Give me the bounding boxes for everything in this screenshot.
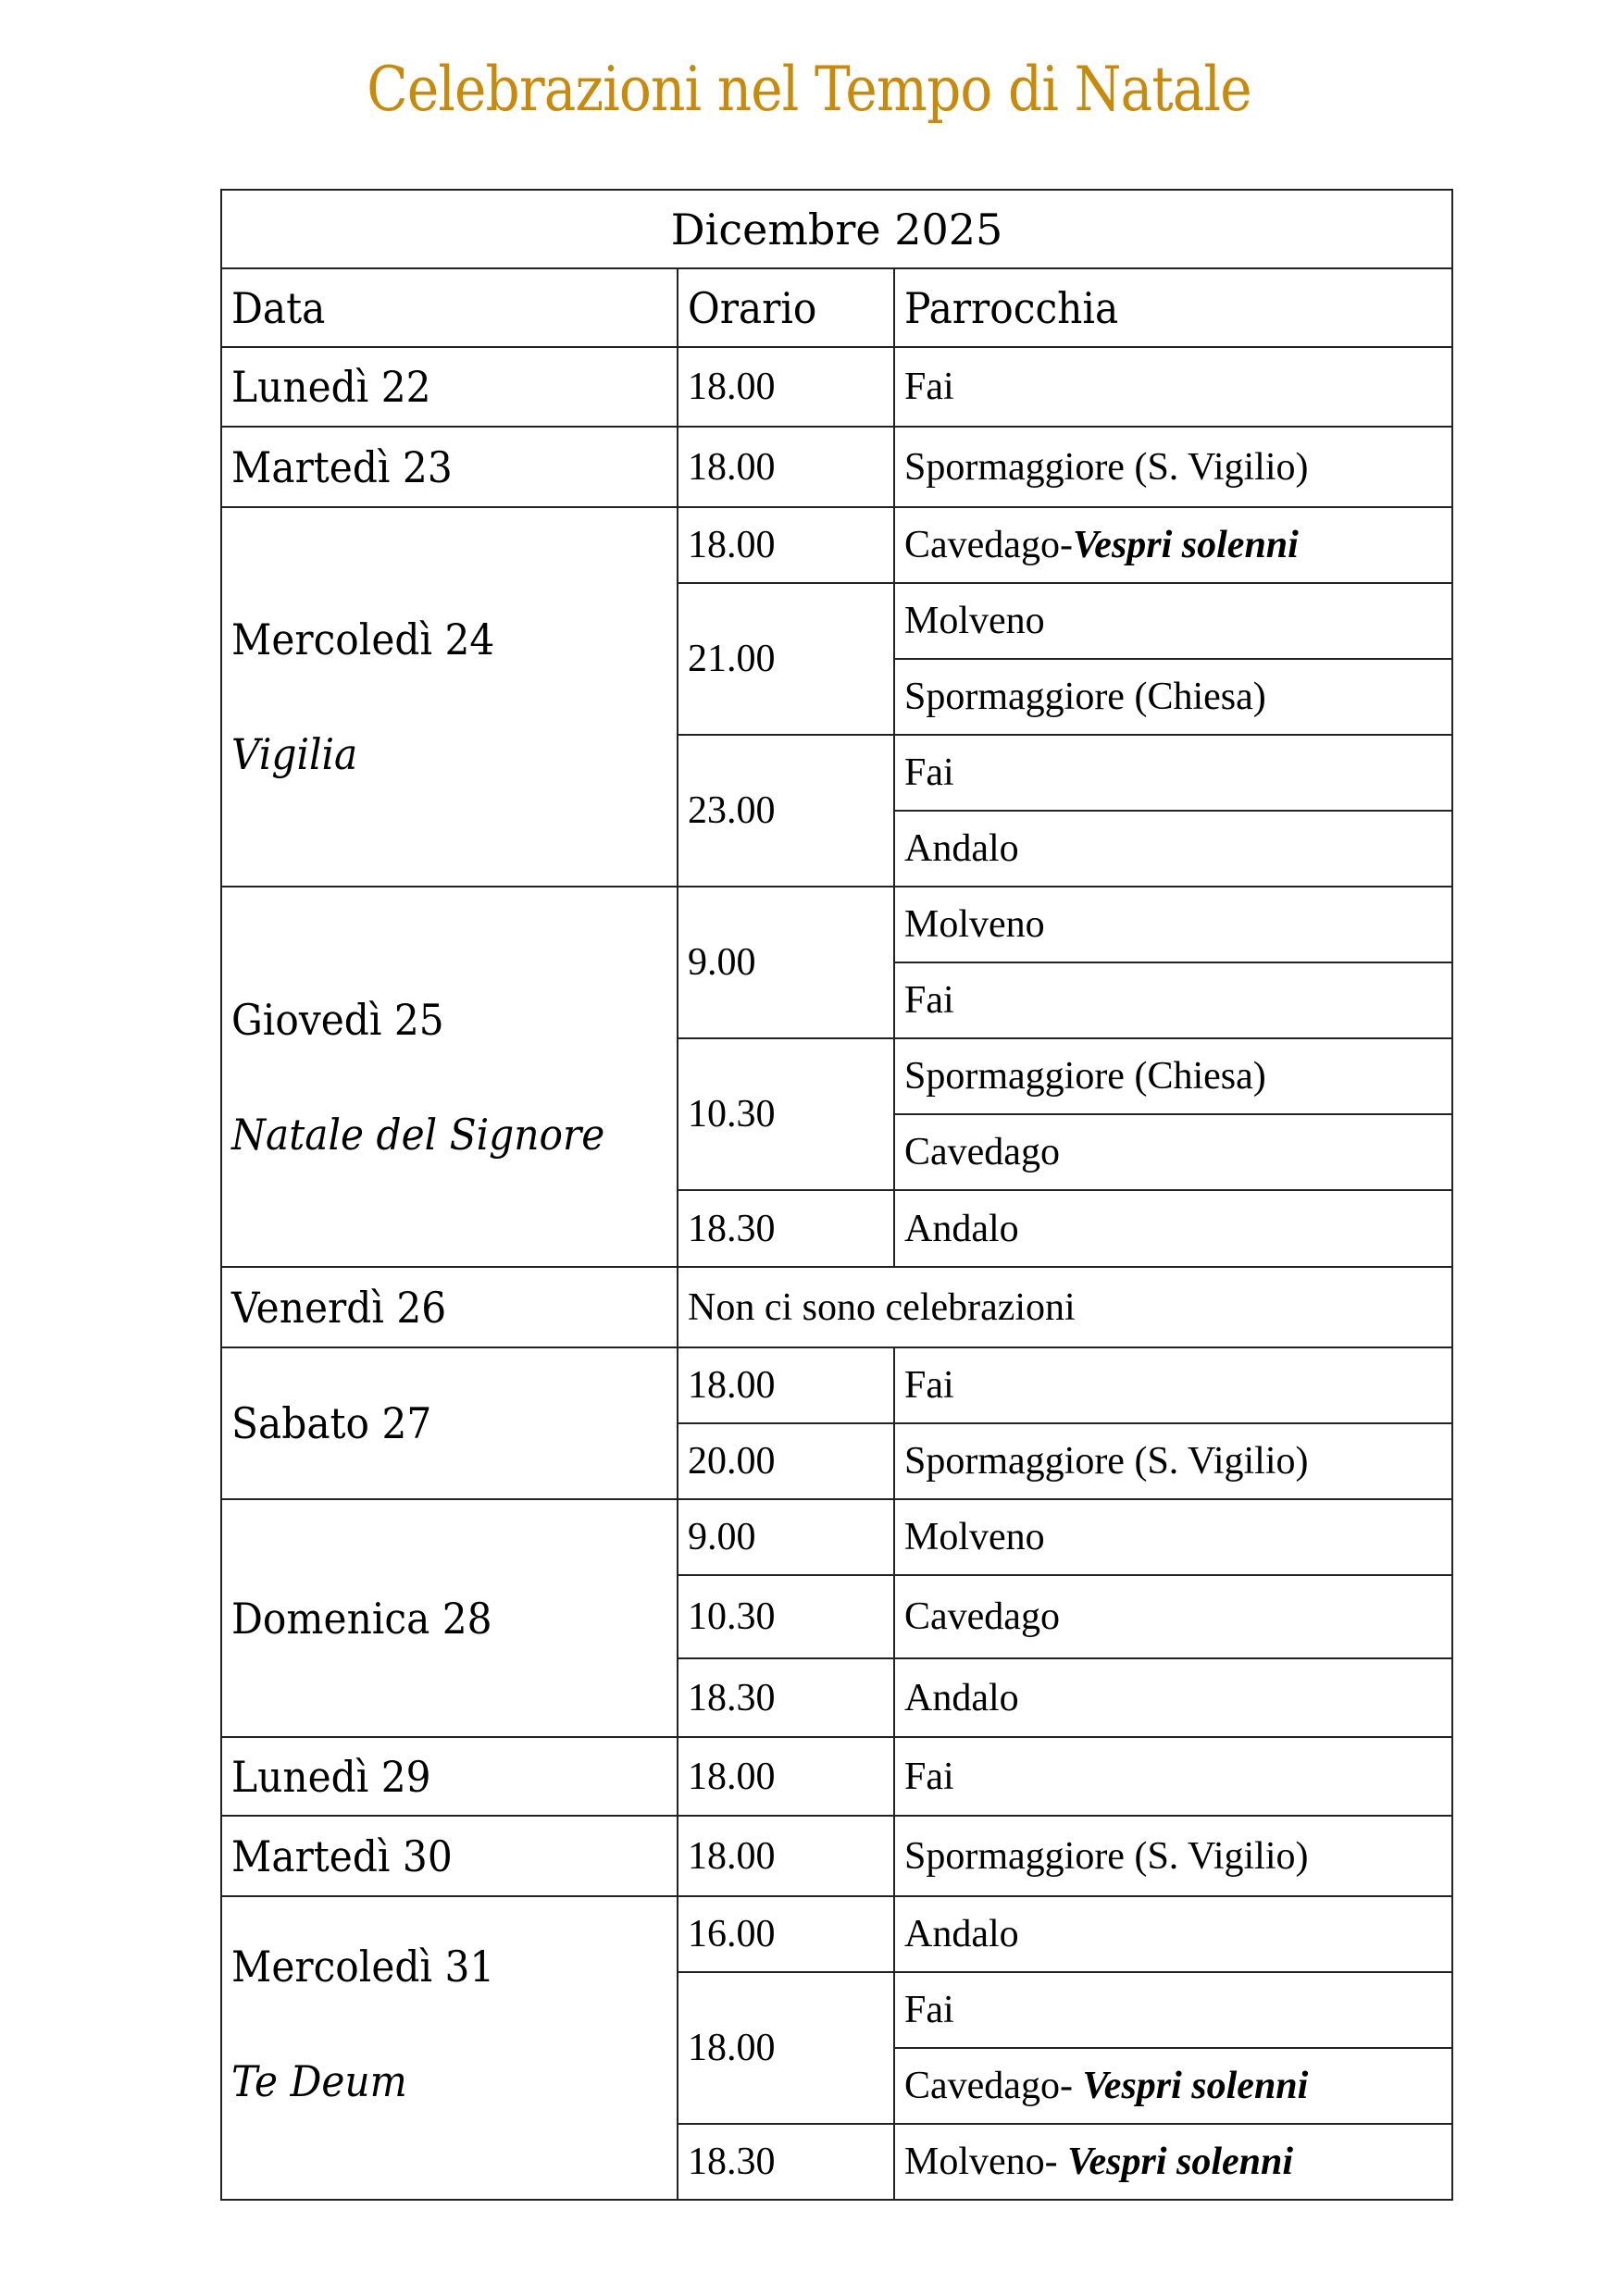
no-celebrations-note: Non ci sono celebrazioni bbox=[678, 1267, 1452, 1347]
month-row bbox=[221, 190, 1452, 268]
time-cell: 18.30 bbox=[678, 1190, 894, 1267]
time-cell: 18.00 bbox=[678, 347, 894, 427]
header-time: Orario bbox=[678, 268, 894, 347]
table-row bbox=[221, 347, 1452, 427]
table-row bbox=[221, 887, 1452, 962]
column-header-row bbox=[221, 268, 1452, 347]
parish-cell: Spormaggiore (S. Vigilio) bbox=[894, 1423, 1452, 1499]
time-cell: 18.00 bbox=[678, 1737, 894, 1816]
table-row bbox=[221, 427, 1452, 507]
month-header: Dicembre 2025 bbox=[221, 190, 1452, 268]
day-cell: Mercoledì 31 Te Deum bbox=[221, 1896, 678, 2200]
day-cell: Giovedì 25 Natale del Signore bbox=[221, 887, 678, 1267]
day-subtitle: Te Deum bbox=[231, 2056, 407, 2106]
time-cell: 10.30 bbox=[678, 1038, 894, 1190]
time-cell: 9.00 bbox=[678, 887, 894, 1038]
parish-cell: Cavedago- Vespri solenni bbox=[894, 2048, 1452, 2124]
time-cell: 18.00 bbox=[678, 1347, 894, 1423]
table-row bbox=[221, 1816, 1452, 1896]
parish-note: Vespri solenni bbox=[1072, 524, 1299, 566]
celebrations-table bbox=[220, 189, 1453, 2201]
time-cell: 16.00 bbox=[678, 1896, 894, 1972]
parish-cell: Molveno bbox=[894, 887, 1452, 962]
time-cell: 18.30 bbox=[678, 1658, 894, 1737]
parish-cell: Molveno bbox=[894, 583, 1452, 659]
parish-cell: Spormaggiore (Chiesa) bbox=[894, 659, 1452, 735]
parish-cell: Spormaggiore (S. Vigilio) bbox=[894, 427, 1452, 507]
table-row bbox=[221, 1347, 1452, 1423]
parish-cell: Fai bbox=[894, 1737, 1452, 1816]
parish-cell: Spormaggiore (S. Vigilio) bbox=[894, 1816, 1452, 1896]
time-cell: 10.30 bbox=[678, 1575, 894, 1658]
table-row bbox=[221, 1896, 1452, 1972]
time-cell: 18.00 bbox=[678, 427, 894, 507]
time-cell: 18.00 bbox=[678, 1972, 894, 2124]
table-row bbox=[221, 1499, 1452, 1575]
parish-cell: Cavedago bbox=[894, 1575, 1452, 1658]
parish-note: Vespri solenni bbox=[1067, 2141, 1294, 2183]
header-date: Data bbox=[221, 268, 678, 347]
parish-cell: Spormaggiore (Chiesa) bbox=[894, 1038, 1452, 1114]
parish-cell: Fai bbox=[894, 962, 1452, 1038]
day-subtitle: Vigilia bbox=[231, 729, 358, 779]
time-cell: 21.00 bbox=[678, 583, 894, 735]
time-cell: 23.00 bbox=[678, 735, 894, 887]
day-cell: Lunedì 29 bbox=[221, 1737, 678, 1816]
parish-cell: Molveno- Vespri solenni bbox=[894, 2124, 1452, 2200]
parish-cell: Andalo bbox=[894, 1190, 1452, 1267]
parish-note: Vespri solenni bbox=[1082, 2065, 1309, 2107]
table-row bbox=[221, 1267, 1452, 1347]
parish-cell: Fai bbox=[894, 1972, 1452, 2048]
parish-cell: Andalo bbox=[894, 1658, 1452, 1737]
day-cell: Mercoledì 24 Vigilia bbox=[221, 507, 678, 887]
parish-cell: Fai bbox=[894, 1347, 1452, 1423]
time-cell: 9.00 bbox=[678, 1499, 894, 1575]
parish-cell: Cavedago-Vespri solenni bbox=[894, 507, 1452, 583]
page-title: Celebrazioni nel Tempo di Natale bbox=[367, 54, 1251, 125]
time-cell: 18.00 bbox=[678, 1816, 894, 1896]
parish-cell: Andalo bbox=[894, 1896, 1452, 1972]
day-cell: Lunedì 22 bbox=[221, 347, 678, 427]
day-cell: Martedì 23 bbox=[221, 427, 678, 507]
table-row bbox=[221, 507, 1452, 583]
day-subtitle: Natale del Signore bbox=[231, 1109, 605, 1160]
table-row bbox=[221, 1737, 1452, 1816]
parish-cell: Andalo bbox=[894, 811, 1452, 887]
parish-cell: Fai bbox=[894, 347, 1452, 427]
parish-cell: Fai bbox=[894, 735, 1452, 811]
header-parish: Parrocchia bbox=[894, 268, 1452, 347]
day-cell: Venerdì 26 bbox=[221, 1267, 678, 1347]
day-cell: Domenica 28 bbox=[221, 1499, 678, 1737]
time-cell: 18.00 bbox=[678, 507, 894, 583]
time-cell: 18.30 bbox=[678, 2124, 894, 2200]
parish-cell: Cavedago bbox=[894, 1114, 1452, 1190]
parish-cell: Molveno bbox=[894, 1499, 1452, 1575]
day-cell: Sabato 27 bbox=[221, 1347, 678, 1499]
day-cell: Martedì 30 bbox=[221, 1816, 678, 1896]
time-cell: 20.00 bbox=[678, 1423, 894, 1499]
